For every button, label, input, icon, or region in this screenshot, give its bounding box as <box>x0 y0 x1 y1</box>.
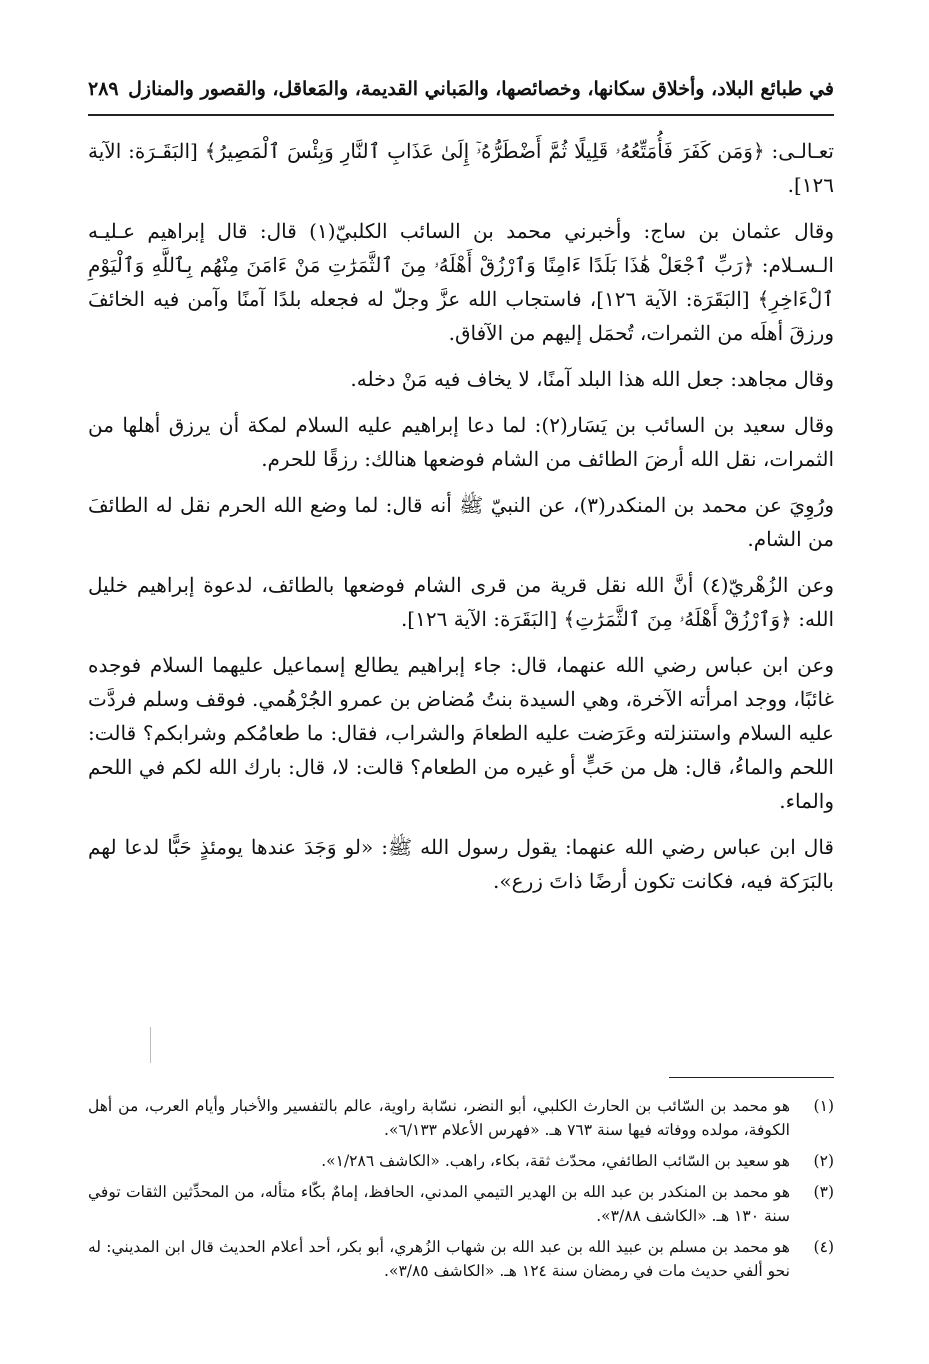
running-header <box>88 74 834 116</box>
footnote-separator <box>669 1077 834 1078</box>
footnote-text: هو سعيد بن السّائب الطائفي، محدّث ثقة، بكاء، راهب. «الكاشف ١/٢٨٦». <box>321 1152 790 1170</box>
footnote-number: (٢) <box>813 1152 834 1170</box>
footnote-text: هو محمد بن السّائب بن الحارث الكلبي، أبو النضر، نسّابة راوية، عالم بالتفسير والأخبار وأيام العرب، من أهل الكوفة، مولده ووفاته فيها سنة ٧٦٣ هـ. «فهرس الأعلام ٦/١٣٣». <box>88 1097 790 1139</box>
paragraph: وقال مجاهد: جعل الله هذا البلد آمنًا، لا يخاف فيه مَنْ دخله. <box>350 367 834 391</box>
paragraph: وقال عثمان بن ساج: وأخبرني محمد بن السائب الكلبيّ(١) قال: قال إبراهيم عـليـه الـسـلام: ﴿رَبِّ ٱجْعَلْ هَٰذَا بَلَدًا ءَامِنًا وَٱرْزُقْ أَهْلَهُۥ مِنَ ٱلثَّمَرَٰتِ مَنْ ءَامَنَ مِنْهُم بِٱللَّهِ وَٱلْيَوْمِ ٱلْءَاخِرِ﴾ [البَقَرَة: الآية ١٢٦]، فاستجاب الله عزَّ وجلّ له فجعله بلدًا آمنًا وآمن فيه الخائفَ ورزقَ أهلَه من الثمرات، تُحمَل إليهم من الآفاق. <box>88 219 835 345</box>
paragraph: وعن الزُهْريّ(٤) أنَّ الله نقل قرية من قرى الشام فوضعها بالطائف، لدعوة إبراهيم خليل الله: ﴿وَٱرْزُقْ أَهْلَهُۥ مِنَ ٱلثَّمَرَٰتِ﴾ [البَقَرَة: الآية ١٢٦]. <box>88 573 835 631</box>
footnote-number: (٤) <box>813 1238 834 1256</box>
paragraph: تعـالـى: ﴿وَمَن كَفَرَ فَأُمَتِّعُهُۥ قَلِيلًا ثُمَّ أَضْطَرُّهُۥٓ إِلَىٰ عَذَابِ ٱلنَّارِ وَبِئْسَ ٱلْمَصِيرُ﴾ [البَقَـرَة: الآية ١٢٦]. <box>88 139 834 197</box>
footnote-text: هو محمد بن المنكدر بن عبد الله بن الهدير التيمي المدني، الحافظ، إمامٌ بكّاء متأله، من المحدِّثين الثقات توفي سنة ١٣٠ هـ. «الكاشف ٣/٨٨». <box>88 1183 790 1225</box>
footnote <box>88 1149 834 1173</box>
footnote-number: (١) <box>813 1097 834 1115</box>
paragraph: وعن ابن عباس رضي الله عنهما، قال: جاء إبراهيم يطالع إسماعيل عليهما السلام فوجده غائبًا، ووجد امرأته الآخرة، وهي السيدة بنتُ مُضاض بن عمرو الجُرْهُمي. فوقف وسلم فردَّت عليه السلام واستنزلته وعَرَضت عليه الطعامَ والشراب، فقال: ما طعامُكم وشرابكم؟ قالت: اللحم والماءُ، قال: هل من حَبٍّ أو غيره من الطعام؟ قالت: لا، قال: بارك الله لكم في اللحم والماء. <box>88 653 835 813</box>
header-title: في طبائع البلاد، وأخلاق سكانها، وخصائصها، والمَباني القديمة، والمَعاقل، والقصور والمنازل <box>128 78 834 100</box>
page-number: ٢٨٩ <box>88 78 119 100</box>
paragraph: ورُوِيَ عن محمد بن المنكدر(٣)، عن النبيّ ﷺ أنه قال: لما وضع الله الحرم نقل له الطائفَ من الشام. <box>88 493 834 551</box>
footnote <box>88 1094 834 1142</box>
footnote-text: هو محمد بن مسلم بن عبيد الله بن عبد الله بن شهاب الزُهري، أبو بكر، أحد أعلام الحديث قال ابن المديني: له نحو ألفي حديث مات في رمضان سنة ١٢٤ هـ. «الكاشف ٣/٨٥». <box>88 1238 790 1280</box>
footnotes <box>88 1094 834 1290</box>
footnote-number: (٣) <box>813 1183 834 1201</box>
paragraph: وقال سعيد بن السائب بن يَسَار(٢): لما دعا إبراهيم عليه السلام لمكة أن يرزق أهلها من الثمرات، نقل الله أرضَ الطائف من الشام فوضعها هنالك: رزقًا للحرم. <box>88 413 835 471</box>
footnote <box>88 1180 834 1228</box>
paragraph: قال ابن عباس رضي الله عنهما: يقول رسول الله ﷺ: «لو وَجَدَ عندها يومئذٍ حَبًّا لدعا لهم بالبَرَكة فيه، فكانت تكون أرضًا ذاتَ زرع». <box>88 835 834 893</box>
margin-line <box>150 1027 151 1063</box>
footnote <box>88 1235 834 1283</box>
main-text <box>88 134 834 910</box>
